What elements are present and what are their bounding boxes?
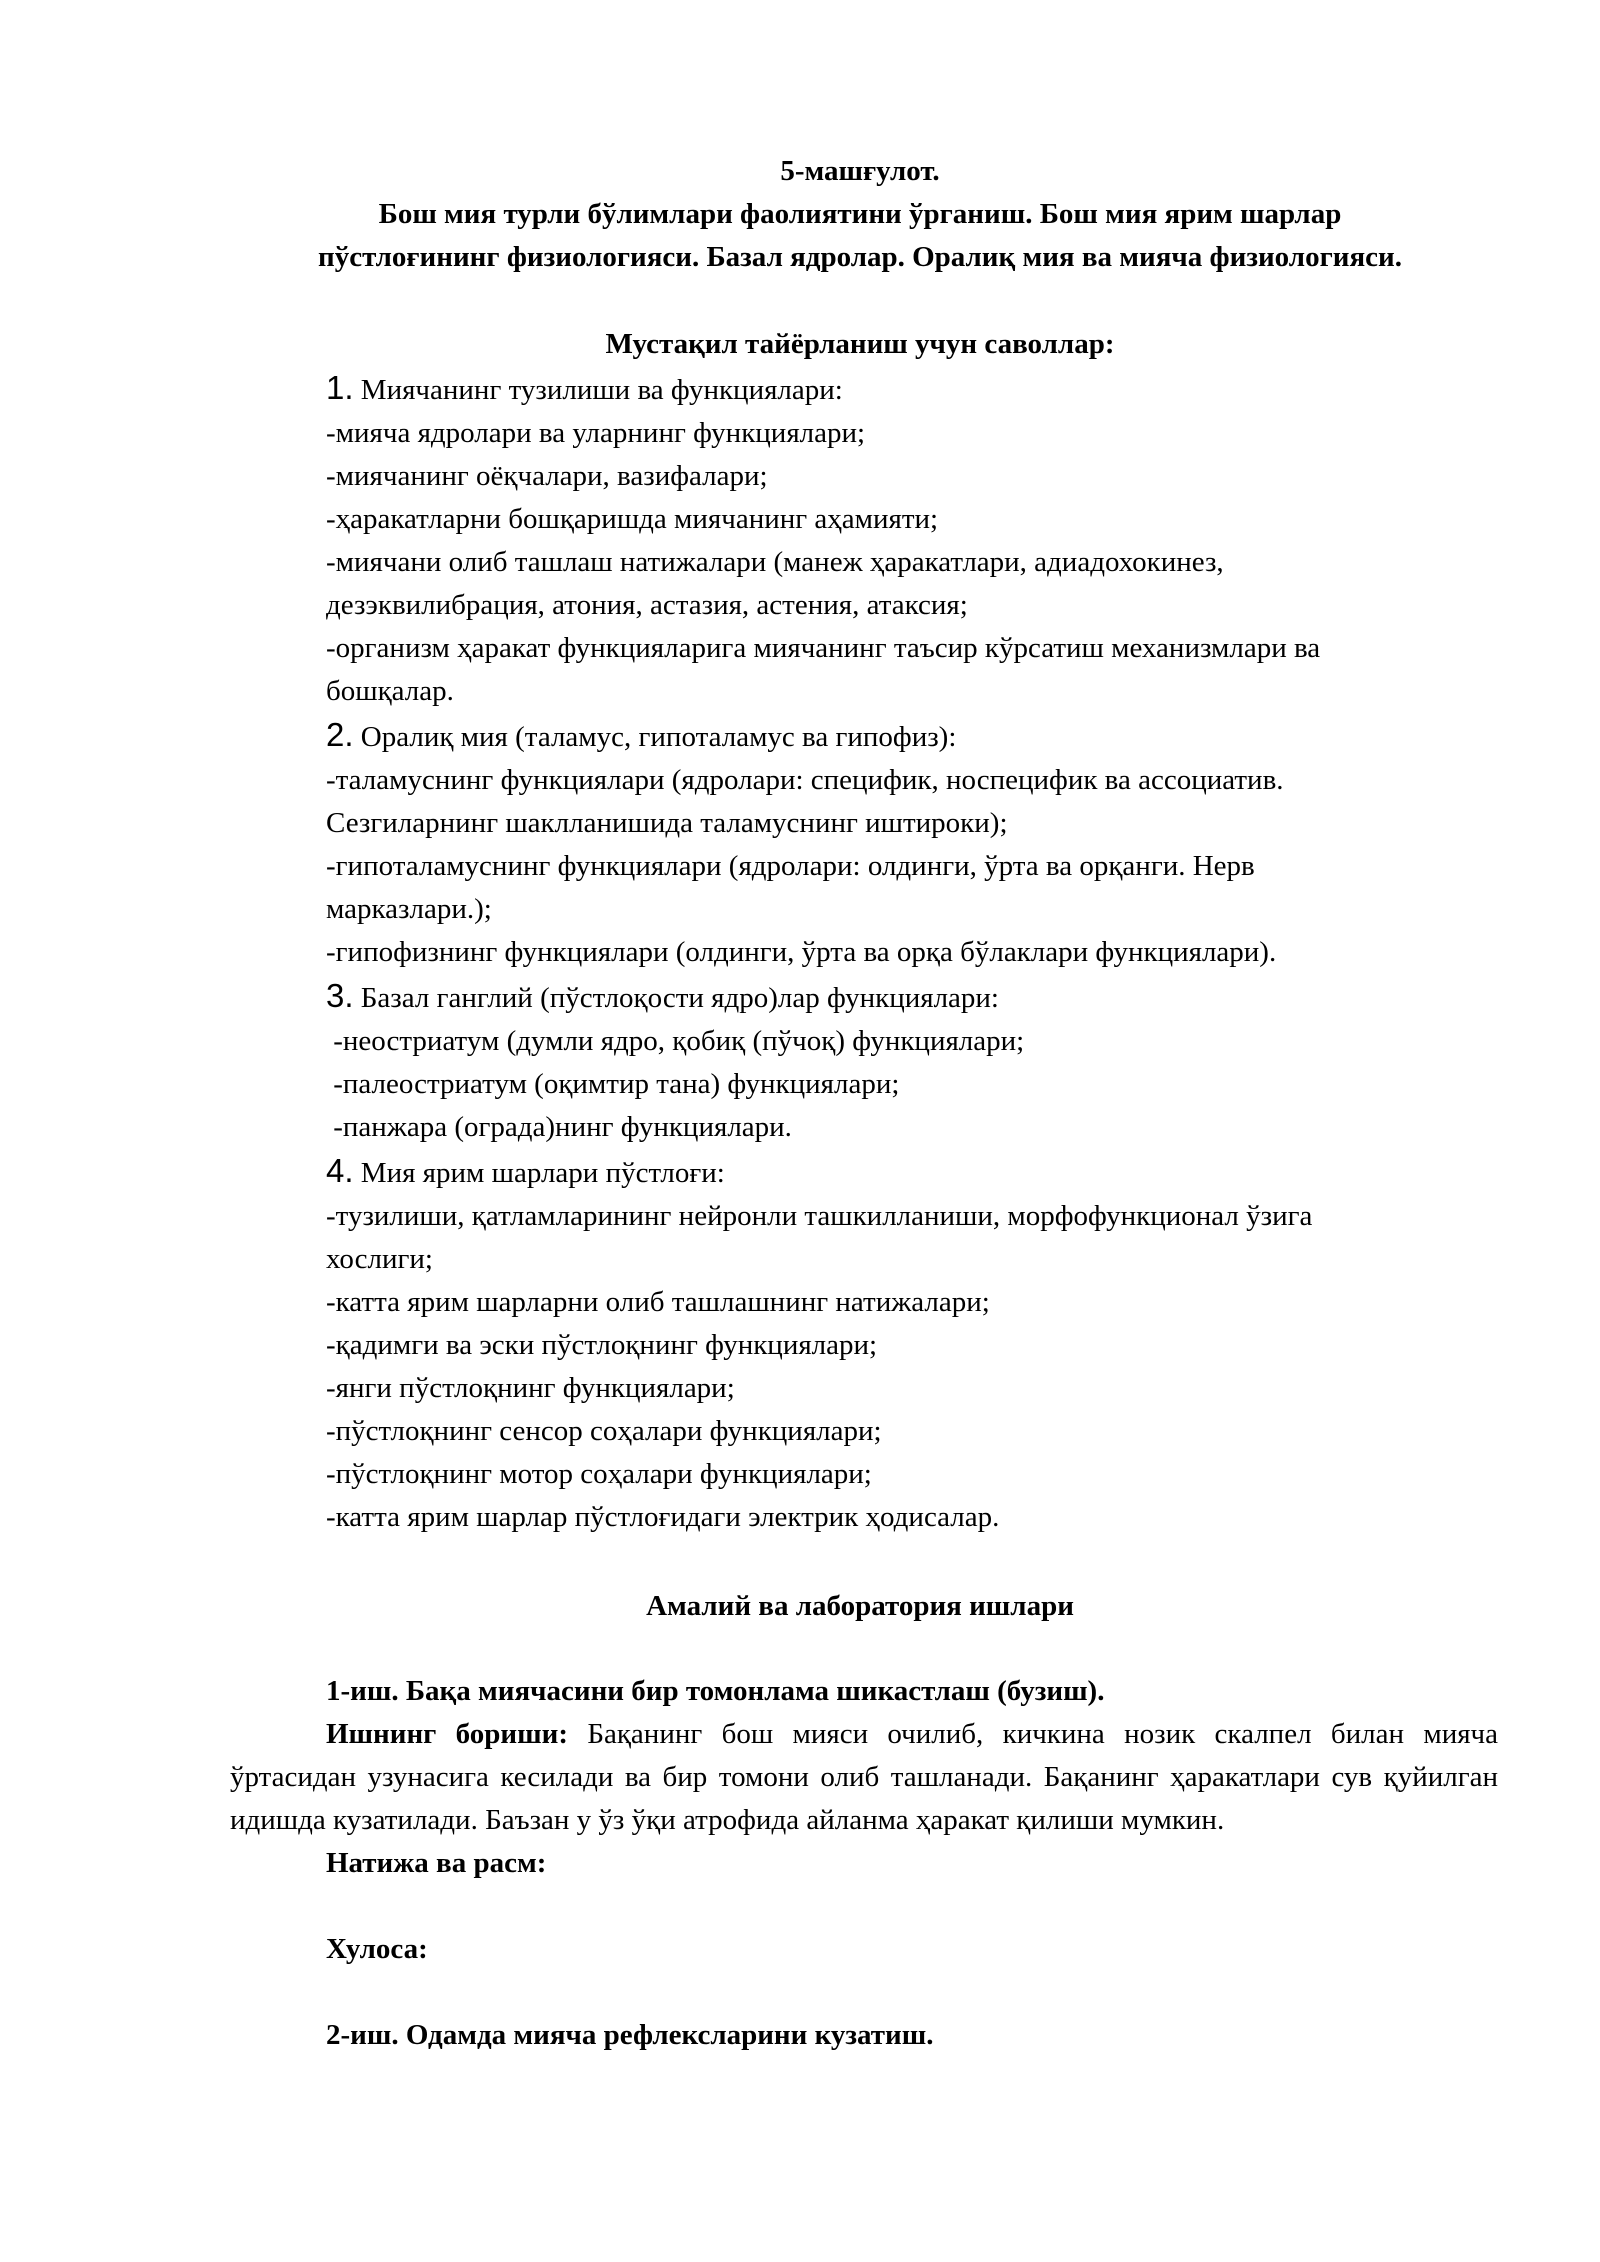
questions-heading xyxy=(230,323,1490,366)
question-text: Миячанинг тузилиши ва функциялари: xyxy=(353,374,843,406)
question-text: -гипоталамуснинг функциялари (ядролари: олдинги, ўрта ва орқанги. Нерв xyxy=(326,850,1255,882)
question-text: -катта ярим шарлар пўстлоғидаги электрик ҳодисалар. xyxy=(326,1501,1000,1533)
question-subitem xyxy=(326,627,1506,670)
question-text: -пўстлоқнинг мотор соҳалари функциялари; xyxy=(326,1458,872,1490)
question-text: -организм ҳаракат функцияларига миячанинг таъсир кўрсатиш механизмлари ва xyxy=(326,632,1321,664)
question-subitem xyxy=(326,931,1506,974)
question-text: дезэквилибрация, атония, астазия, астения, атаксия; xyxy=(326,589,968,621)
question-text: -янги пўстлоқнинг функциялари; xyxy=(326,1372,735,1404)
question-subitem xyxy=(326,498,1506,541)
question-text: Мия ярим шарлари пўстлоғи: xyxy=(353,1157,725,1189)
question-subitem xyxy=(326,1195,1506,1238)
work-1-title: 1-иш. Бақа миячасини бир томонлама шикастлаш (бузиш). xyxy=(326,1675,1105,1707)
conclusion-label: Хулоса: xyxy=(326,1933,428,1965)
result-blank-space xyxy=(230,1885,1498,1928)
questions-heading-text: Мустақил тайёрланиш учун саволлар: xyxy=(605,328,1115,360)
question-subitem xyxy=(326,455,1506,498)
question-text: Оралиқ мия (таламус, гипоталамус ва гипофиз): xyxy=(353,721,957,753)
procedure-text: Бақанинг бош мияси очилиб, кичкина нозик скалпел билан мияча ўртасидан узунасига кесилади ва бир томони олиб ташланади. Бақанинг ҳаракатлари сув қуйилган идишда кузатилади. Баъзан у ўз ўқи атрофида айланма ҳаракат қилиши мумкин. xyxy=(230,1718,1499,1836)
lab-section xyxy=(230,1670,1498,2057)
question-text: -миячанинг оёқчалари, вазифалари; xyxy=(326,460,768,492)
question-text: -пўстлоқнинг сенсор соҳалари функциялари; xyxy=(326,1415,882,1447)
question-subitem xyxy=(326,1453,1506,1496)
question-subitem xyxy=(326,1238,1506,1281)
question-text: -миячани олиб ташлаш натижалари (манеж ҳаракатлари, адиадохокинез, xyxy=(326,546,1224,578)
question-text: -қадимги ва эски пўстлоқнинг функциялари; xyxy=(326,1329,878,1361)
question-text: -гипофизнинг функциялари (олдинги, ўрта ва орқа бўлаклари функциялари). xyxy=(326,936,1277,968)
question-text: -палеостриатум (оқимтир тана) функциялари; xyxy=(326,1068,900,1100)
question-item xyxy=(326,366,1506,412)
question-text: -мияча ядролари ва уларнинг функциялари; xyxy=(326,417,866,449)
question-text: бошқалар. xyxy=(326,675,454,707)
question-subitem xyxy=(326,670,1506,713)
question-item xyxy=(326,713,1506,759)
title-line-1: Бош мия турли бўлимлари фаолиятини ўрганиш. Бош мия ярим шарлар xyxy=(378,198,1342,230)
question-number: 4. xyxy=(326,1152,354,1189)
question-subitem xyxy=(326,584,1506,627)
question-number: 2. xyxy=(326,716,354,753)
question-text: -панжара (ограда)нинг функциялари. xyxy=(326,1111,792,1143)
question-subitem xyxy=(326,888,1506,931)
lab-heading xyxy=(230,1585,1490,1628)
question-text: Сезгиларнинг шаклланишида таламуснинг иштироки); xyxy=(326,807,1008,839)
question-subitem xyxy=(326,1106,1506,1149)
question-subitem xyxy=(326,759,1506,802)
question-text: -тузилиши, қатламларининг нейронли ташкилланиши, морфофункционал ўзига xyxy=(326,1200,1313,1232)
question-text: -таламуснинг функциялари (ядролари: специфик, носпецифик ва ассоциатив. xyxy=(326,764,1284,796)
question-text: Базал ганглий (пўстлоқости ядро)лар функциялари: xyxy=(353,982,999,1014)
question-text: -катта ярим шарларни олиб ташлашнинг натижалари; xyxy=(326,1286,990,1318)
conclusion-blank-space xyxy=(230,1971,1498,2014)
question-number: 3. xyxy=(326,977,354,1014)
question-item xyxy=(326,974,1506,1020)
question-subitem xyxy=(326,541,1506,584)
title-line-2: пўстлоғининг физиологияси. Базал ядролар. Оралиқ мия ва мияча физиологияси. xyxy=(318,241,1402,273)
question-subitem xyxy=(326,1063,1506,1106)
question-subitem xyxy=(326,1410,1506,1453)
question-text: -ҳаракатларни бошқаришда миячанинг аҳамияти; xyxy=(326,503,939,535)
question-subitem xyxy=(326,1367,1506,1410)
question-subitem xyxy=(326,1281,1506,1324)
question-item xyxy=(326,1149,1506,1195)
question-subitem xyxy=(326,1496,1506,1539)
question-subitem xyxy=(326,412,1506,455)
procedure-paragraph xyxy=(230,1713,1498,1842)
lab-heading-text: Амалий ва лаборатория ишлари xyxy=(646,1590,1074,1622)
question-subitem xyxy=(326,845,1506,888)
lesson-number: 5-машғулот. xyxy=(780,155,940,187)
question-number: 1. xyxy=(326,369,354,406)
procedure-label: Ишнинг бориши: xyxy=(326,1718,568,1750)
questions-list xyxy=(326,366,1506,1539)
question-text: марказлари.); xyxy=(326,893,492,925)
question-subitem xyxy=(326,802,1506,845)
work-2-title: 2-иш. Одамда мияча рефлексларини кузатиш. xyxy=(326,2019,934,2051)
result-label: Натижа ва расм: xyxy=(326,1847,547,1879)
question-text: хослиги; xyxy=(326,1243,433,1275)
document-header xyxy=(230,150,1490,279)
question-subitem xyxy=(326,1020,1506,1063)
question-subitem xyxy=(326,1324,1506,1367)
question-text: -неостриатум (думли ядро, қобиқ (пўчоқ) функциялари; xyxy=(326,1025,1025,1057)
